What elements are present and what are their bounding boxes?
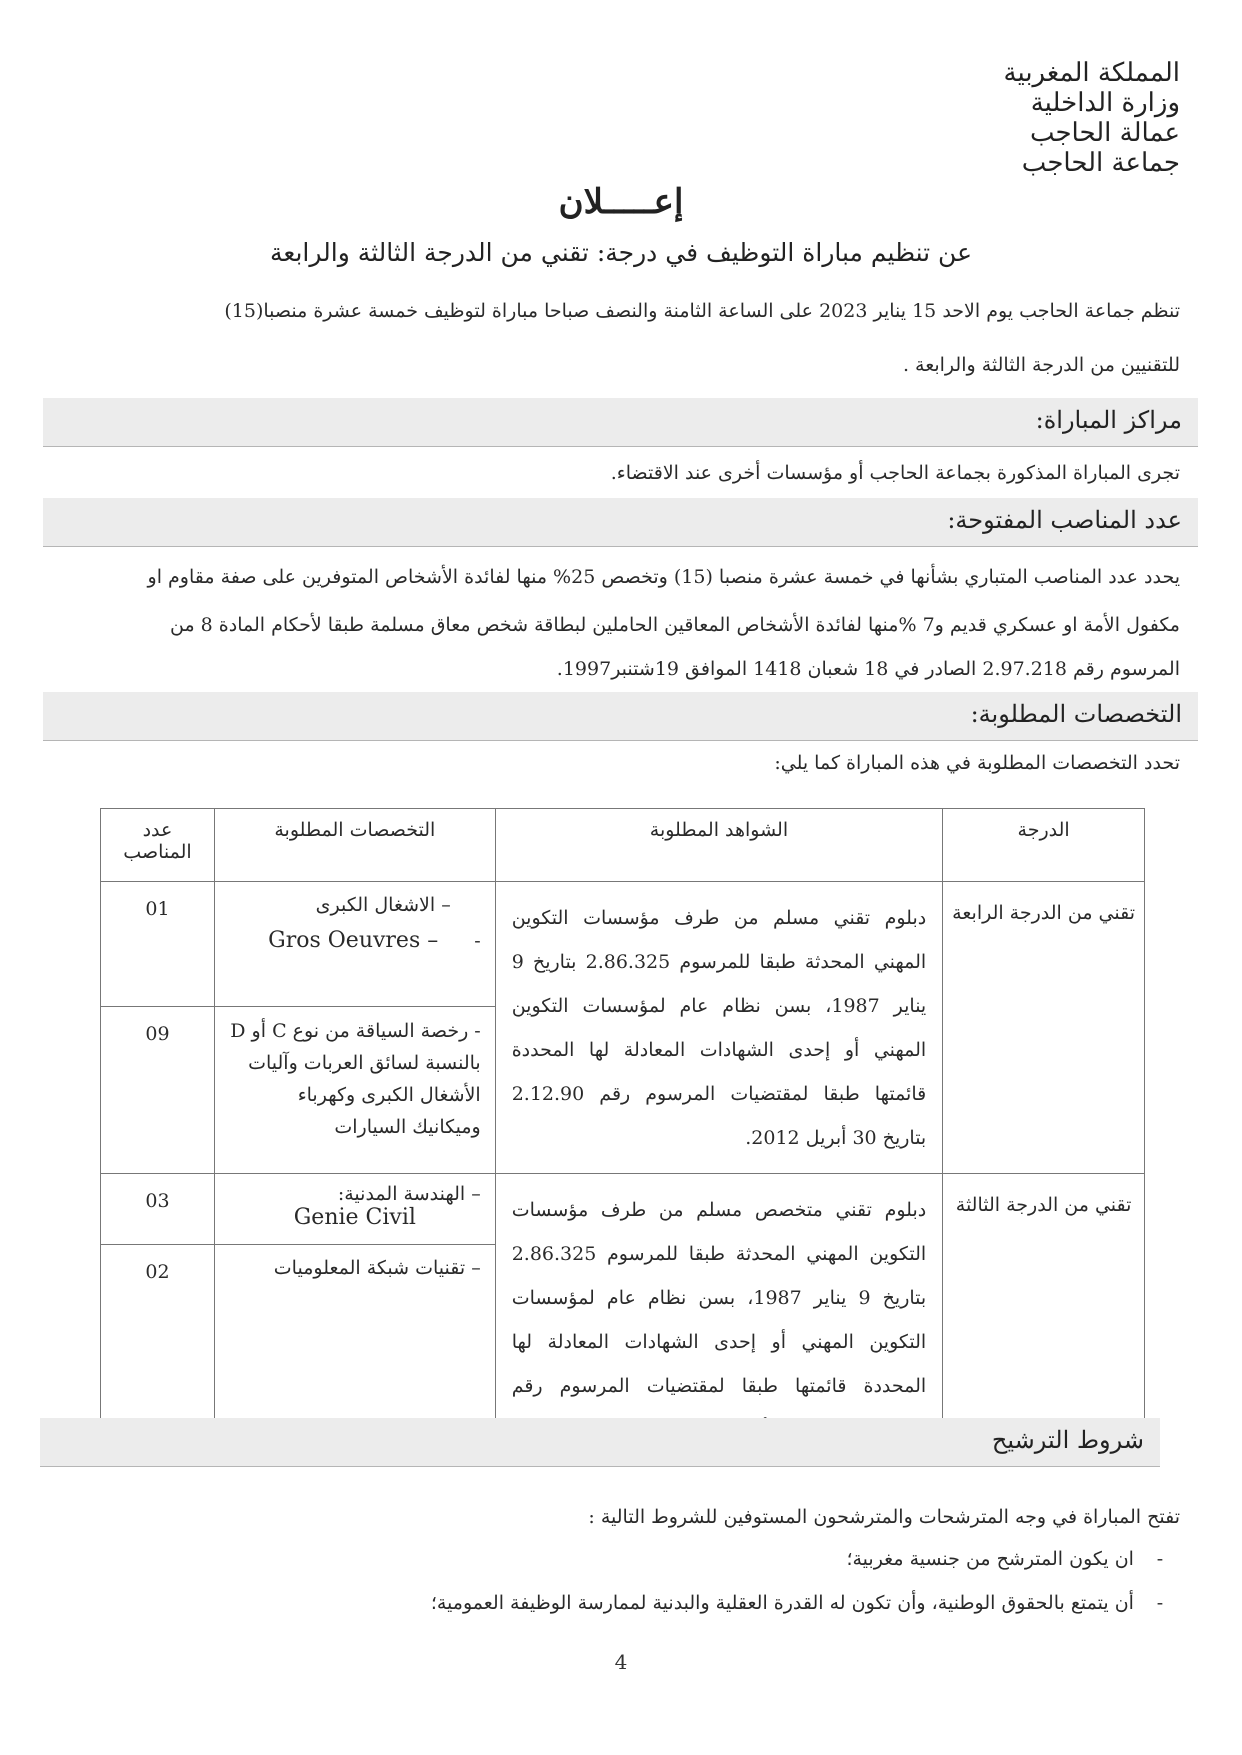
degree-third: تقني من الدرجة الثالثة (943, 1174, 1145, 1453)
page-number: 4 (614, 1650, 628, 1674)
section-centers-text: تجرى المباراة المذكورة بجماعة الحاجب أو مؤسسات أخرى عند الاقتضاء. (610, 462, 1180, 484)
specialty-gros-oeuvres-ar: – الاشغال الكبرى (315, 894, 451, 916)
specialty-driving-license: - رخصة السياقة من نوع C أو D بالنسبة لسائق العربات وآليات الأشغال الكبرى وكهرباء وميكانيك السيارات (214, 1007, 495, 1174)
announcement-subtitle: عن تنظيم مباراة التوظيف في درجة: تقني من الدرجة الثالثة والرابعة (269, 238, 972, 267)
header-certificates: الشواهد المطلوبة (495, 809, 943, 882)
specialty-gros-oeuvres-fr-line (229, 926, 481, 956)
specialty-dash: - (474, 930, 481, 952)
section-specs-heading: التخصصات المطلوبة: (970, 700, 1182, 728)
section-conditions-band (40, 1418, 1160, 1467)
list-dash: - (1156, 1592, 1164, 1614)
condition-civil-rights: أن يتمتع بالحقوق الوطنية، وأن تكون له القدرة العقلية والبدنية لممارسة الوظيفة العمومية؛ (430, 1592, 1134, 1614)
ministry-line: وزارة الداخلية (1030, 88, 1180, 118)
table-header-row (101, 809, 1145, 882)
table-row (101, 882, 1145, 1007)
section-posts-line-1: يحدد عدد المناصب المتباري بشأنها في خمسة عشرة منصبا (15) وتخصص 25% منها لفائدة الأشخاص المتوفرين على صفة مقاوم او (147, 566, 1180, 588)
header-specialties: التخصصات المطلوبة (214, 809, 495, 882)
degree-fourth: تقني من الدرجة الرابعة (943, 882, 1145, 1174)
header-posts (101, 809, 215, 882)
count-gros-oeuvres: 01 (101, 882, 215, 1007)
intro-line-1: تنظم جماعة الحاجب يوم الاحد 15 يناير 2023 على الساعة الثامنة والنصف صباحا مباراة لتوظيف خمسة عشرة منصبا(15) (224, 300, 1180, 322)
announcement-title: إعـــــلان (558, 182, 684, 222)
header-posts-line-2: المناصب (123, 841, 192, 863)
section-centers-band (43, 398, 1198, 447)
section-conditions-text: تفتح المباراة في وجه المترشحات والمترشحون المستوفين للشروط التالية : (588, 1506, 1180, 1528)
letterhead (880, 58, 1180, 178)
list-item (80, 1592, 1180, 1614)
condition-nationality: ان يكون المترشح من جنسية مغربية؛ (846, 1548, 1134, 1570)
certificate-third: دبلوم تقني متخصص مسلم من طرف مؤسسات التكوين المهني المحدثة طبقا للمرسوم 2.86.325 بتاريخ 9 يناير 1987، بسن نظام عام لمؤسسات التكوين المهني أو إحدى الشهادات المعادلة لها المحددة قائمتها طبقا لمقتضيات المرسوم رقم (495, 1174, 943, 1453)
list-item (80, 1548, 1180, 1570)
section-specs-band (43, 692, 1198, 741)
prefecture-line: عمالة الحاجب (1029, 118, 1180, 148)
section-posts-line-2: مكفول الأمة او عسكري قديم و7 %منها لفائدة الأشخاص المعاقين الحاملين لبطاقة شخص معاق مسلمة طبقا لأحكام المادة 8 من (169, 614, 1180, 636)
commune-line: جماعة الحاجب (1021, 148, 1180, 178)
specialty-genie-civil-fr: Genie Civil (293, 1205, 416, 1230)
section-posts-line-3: المرسوم رقم 2.97.218 الصادر في 18 شعبان 1418 الموافق 19شتنبر1997. (556, 658, 1180, 680)
specialties-table (100, 808, 1145, 1453)
section-centers-heading: مراكز المباراة: (1035, 406, 1182, 434)
table-row (101, 1174, 1145, 1245)
intro-line-2: للتقنيين من الدرجة الثالثة والرابعة . (902, 354, 1180, 376)
specialty-genie-civil (214, 1174, 495, 1245)
section-specs-text: تحدد التخصصات المطلوبة في هذه المباراة كما يلي: (774, 752, 1180, 774)
header-posts-line-1: عدد (142, 819, 173, 841)
list-dash: - (1156, 1548, 1164, 1570)
header-degree: الدرجة (943, 809, 1145, 882)
section-posts-band (43, 498, 1198, 547)
specialty-genie-civil-ar: – الهندسة المدنية: (337, 1183, 481, 1205)
specialty-gros-oeuvres-fr: Gros Oeuvres – (268, 928, 439, 953)
count-driving-license: 09 (101, 1007, 215, 1174)
specialty-gros-oeuvres (214, 882, 495, 1007)
specialty-networks: – تقنيات شبكة المعلوميات (214, 1244, 495, 1452)
kingdom-line: المملكة المغربية (1003, 58, 1180, 88)
count-networks: 02 (101, 1244, 215, 1452)
count-genie-civil: 03 (101, 1174, 215, 1245)
certificate-fourth: دبلوم تقني مسلم من طرف مؤسسات التكوين المهني المحدثة طبقا للمرسوم 2.86.325 بتاريخ 9 يناير 1987، بسن نظام عام لمؤسسات التكوين المهني أو إحدى الشهادات المعادلة لها المحددة قائمتها طبقا لمقتضيات المرسوم رقم 2.12.90 بتاريخ 30 أبريل 2012. (495, 882, 943, 1174)
section-posts-heading: عدد المناصب المفتوحة: (947, 506, 1182, 534)
section-conditions-heading: شروط الترشيح (991, 1426, 1144, 1454)
